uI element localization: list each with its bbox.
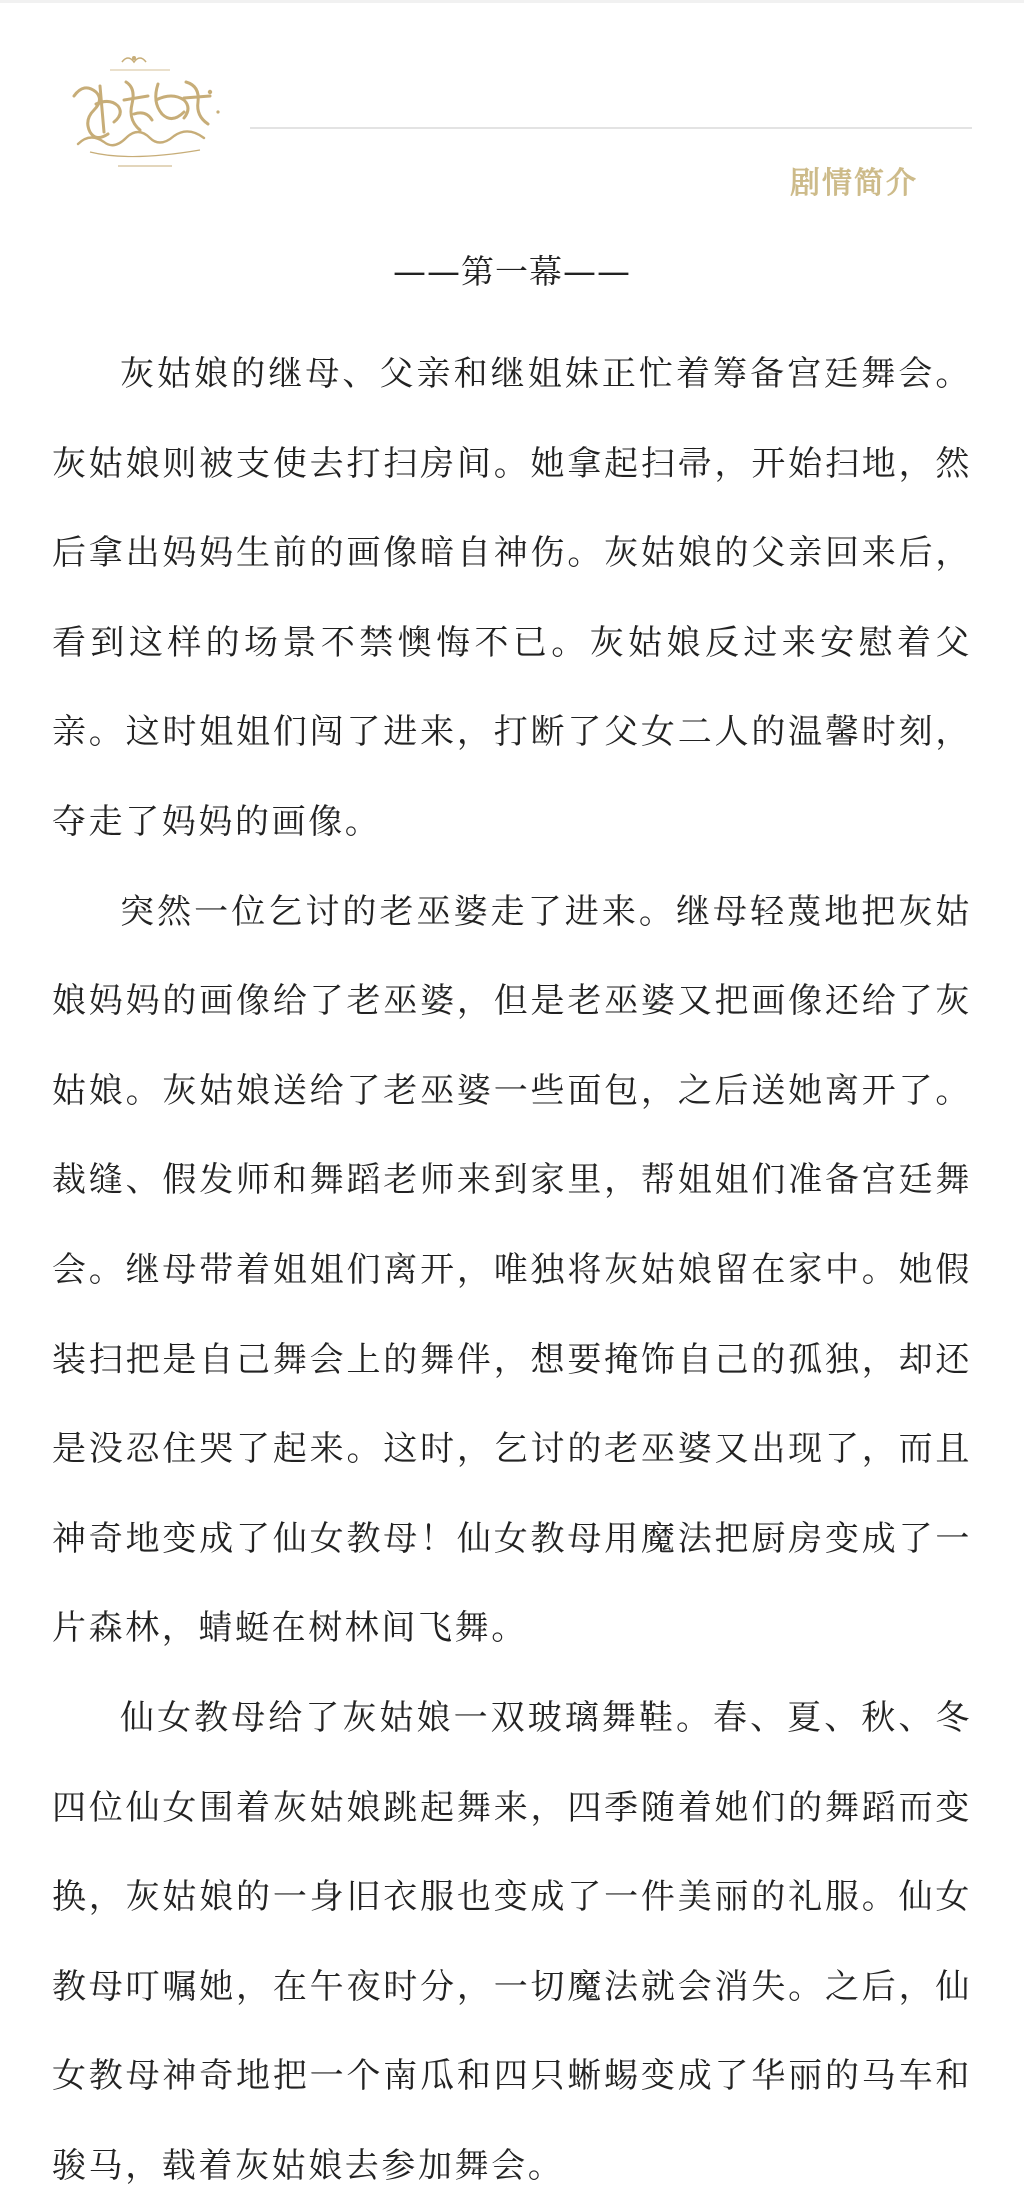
synopsis-body <box>52 330 972 2211</box>
synopsis-paragraph: 突然一位乞讨的老巫婆走了进来。继母轻蔑地把灰姑娘妈妈的画像给了老巫婆，但是老巫婆又把画像还给了灰姑娘。灰姑娘送给了老巫婆一些面包，之后送她离开了。裁缝、假发师和舞蹈老师来到家里，帮姐姐们准备宫廷舞会。继母带着姐姐们离开，唯独将灰姑娘留在家中。她假装扫把是自己舞会上的舞伴，想要掩饰自己的孤独，却还是没忍住哭了起来。这时，乞讨的老巫婆又出现了，而且神奇地变成了仙女教母！仙女教母用魔法把厨房变成了一片森林，蜻蜓在树林间飞舞。 <box>52 891 972 1649</box>
cinderella-logo <box>60 52 230 177</box>
synopsis-paragraph: 灰姑娘的继母、父亲和继姐妹正忙着筹备宫廷舞会。灰姑娘则被支使去打扫房间。她拿起扫帚，开始扫地，然后拿出妈妈生前的画像暗自神伤。灰姑娘的父亲回来后，看到这样的场景不禁懊悔不已。灰姑娘反过来安慰着父亲。这时姐姐们闯了进来，打断了父女二人的温馨时刻，夺走了妈妈的画像。 <box>52 354 972 842</box>
synopsis-paragraph: 仙女教母给了灰姑娘一双玻璃舞鞋。春、夏、秋、冬四位仙女围着灰姑娘跳起舞来，四季随着她们的舞蹈而变换，灰姑娘的一身旧衣服也变成了一件美丽的礼服。仙女教母叮嘱她，在午夜时分，一切魔法就会消失。之后，仙女教母神奇地把一个南瓜和四只蜥蜴变成了华丽的马车和骏马，载着灰姑娘去参加舞会。 <box>52 1697 972 2186</box>
page-header <box>0 0 1024 220</box>
act-title: ——第一幕—— <box>393 252 631 291</box>
section-label: 剧情简介 <box>790 166 918 201</box>
header-divider <box>250 127 972 129</box>
